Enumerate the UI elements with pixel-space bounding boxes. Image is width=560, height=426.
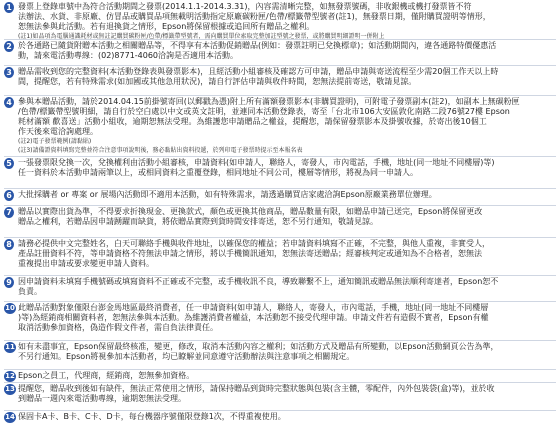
term-item-3 — [4, 67, 556, 87]
item-number-badge: 7 — [4, 207, 14, 218]
item-number-badge: 11 — [5, 343, 15, 351]
term-footnote: (註1)如品項為電腦通識耗材或無註記購買碳粉匣/色帶/標籤帶型號者，需向購買單位索取完整加註型號之發票，或將購買明細證明一併附上 — [18, 33, 385, 40]
term-footnote: (註3)請備證資料填寫完整並符合注意事項說明後，務必黏貼出資料投遞，於列印電子發票時提示至本報名表 — [18, 147, 303, 154]
term-item-10 — [4, 303, 556, 333]
item-number-badge: 4 — [4, 97, 14, 108]
term-line: 一張發票限兌換一次，兌換權利由活動小組審核，申請資料(如申請人，聯絡人，寄發人，市內電話，手機，地址(同一地址不同樓層)等) — [18, 158, 495, 167]
item-divider — [4, 95, 556, 96]
term-body — [18, 303, 556, 333]
term-item-11 — [4, 342, 556, 362]
term-body — [18, 2, 556, 41]
term-line: 法辦法、水貨、非原廠、仿冒品或購買品項無載明活動指定原廠碳粉匣/色帶/標籤帶型號者(註1)，無發票日期，僅附購買證明等情形， — [18, 12, 491, 21]
term-body — [18, 239, 556, 269]
term-line: 不另行通知。Epson將視參加本活動者，均已瞭解並同意遵守活動辦法與注意事項之相關規定。 — [18, 352, 355, 361]
term-line: 此贈品活動對象僅限台澎金馬地區最終消費者，任一申請資料(如申請人，聯絡人，寄發人，市內電話，手機，地址(同一地址不同樓層 — [18, 303, 489, 312]
item-divider — [4, 410, 556, 411]
term-body — [18, 342, 556, 362]
item-number-badge: 8 — [4, 239, 14, 250]
item-divider — [4, 188, 556, 189]
term-line: )等)為經銷商相關資料者，恕無法參與本活動。為維護消費者權益，本活動恕不接受代理申請。申請文件若有造假不實者，Epson有權 — [18, 313, 489, 322]
item-divider — [4, 382, 556, 383]
term-item-2 — [4, 41, 556, 61]
item-number-badge: 14 — [5, 413, 15, 421]
term-item-5 — [4, 158, 556, 178]
item-divider — [4, 340, 556, 341]
item-divider — [4, 301, 556, 302]
term-line: 重複提出申請或要求變更申請人資料。 — [18, 259, 154, 268]
item-number-badge: 9 — [4, 277, 14, 288]
term-item-9 — [4, 277, 556, 297]
item-number-badge: 6 — [4, 190, 14, 201]
term-line: 贈品需收到您的完整資料(本活動登錄表與發票影本)，且經活動小組審核及確認方可申請，贈品申請與寄送流程至少需20個工作天以上時 — [18, 67, 499, 76]
term-line: 大批採購者 or 專案 or 展場內活動即不適用本活動，如有特殊需求，請透過購買店家處洽詢Epson原廠業務單位辦理。 — [18, 190, 437, 199]
term-body — [18, 41, 556, 61]
term-body — [18, 67, 556, 87]
term-line: 因申請資料未填寫手機號碼或填寫資料不正確或不完整，或手機收訊不良，導致聯繫不上，通知簡訊或贈品無法順利寄達者，Epson恕不 — [18, 277, 499, 286]
term-line: 取消活動參加資格，偽造作假文件者，需自負法律責任。 — [18, 323, 218, 332]
item-number-badge: 10 — [5, 304, 15, 312]
term-line: 耗材滿額 歡喜送」活動小組收，逾期恕無法受理。為維護您申請贈品之權益，提醒您，請保留發票影本及掛號收據，於寄出後10個工 — [18, 117, 487, 126]
term-line: 任一資料於本活動申請兩筆以上，或相同資料之重覆登錄，相同地址不同公司，樓層等情形，將視為同一申請人。 — [18, 168, 418, 177]
term-body — [18, 384, 556, 404]
item-divider — [4, 39, 556, 40]
term-item-7 — [4, 207, 556, 227]
term-line: 保固卡A卡、B卡、C卡、D卡，每台機器序號僅限登錄1次，不得重複使用。 — [18, 412, 286, 421]
term-item-1 — [4, 2, 556, 41]
term-line: 參與本贈品活動，請於2014.04.15前掛號寄回(以郵戳為憑)附上所有滿額發票影本(非購買證明)，可附電子發票副本(註2)，如副本上無碳粉匣 — [18, 97, 520, 106]
item-number-badge: 12 — [5, 372, 15, 380]
term-line: 負責。 — [18, 287, 42, 296]
term-body — [18, 158, 556, 178]
term-item-6 — [4, 190, 556, 200]
term-body — [18, 371, 556, 381]
term-item-14 — [4, 412, 556, 422]
item-divider — [4, 205, 556, 206]
term-body — [18, 277, 556, 297]
term-line: 發票上登錄車號中為符合活動期間之發票(2014.1.1-2014.3.31)，內容需清晰完整，如無發票號碼，非收銀機或機打發票皆不符 — [18, 2, 472, 11]
term-line: Epson之員工，代理商，經銷商，恕無參加資格。 — [18, 371, 195, 380]
item-number-badge: 1 — [4, 2, 14, 13]
item-number-badge: 3 — [4, 67, 14, 78]
term-body — [18, 190, 556, 200]
term-line: /色帶/標籤帶型號明細，請自行於空白處以中文或英文註明，並連同本活動登錄表，寄至「台北市106大安區敦化南路二段76號27樓 Epson — [18, 107, 510, 116]
term-line: 請務必提供中文完整姓名，白天可聯絡手機與收件地址，以確保您的權益；若申請資料填寫不正確，不完整，與他人重複，非實受人， — [18, 239, 490, 248]
term-line: 贈品以實際出貨為準，不得要求折換現金、更換款式，顏色或更換其他商品，贈品數量有限，如贈品申請已送完，Epson將保留更改 — [18, 207, 483, 216]
item-number-badge: 5 — [4, 158, 14, 169]
item-divider — [4, 156, 556, 157]
term-body — [18, 97, 556, 155]
term-item-13 — [4, 384, 556, 404]
term-body — [18, 207, 556, 227]
item-number-badge: 2 — [4, 41, 14, 52]
item-divider — [4, 237, 556, 238]
term-line: 恕無法參與此活動。若有退換貨之情形，Epson將保留根據或追回所有贈品之權利。 — [18, 22, 315, 31]
term-item-4 — [4, 97, 556, 155]
term-line: 間，提醒您，若有特殊需求(如加國或其他急用狀況)，請自行評估申請與收件時間，恕無法提前寄送，敬請見諒。 — [18, 77, 417, 86]
term-line: 如有未盡事宜，Epson保留最終核准，變更，修改，取消本活動內容之權利；如活動方式及贈品有所變動，以Epson活動網頁公告為準， — [18, 342, 499, 351]
term-item-8 — [4, 239, 556, 269]
item-divider — [4, 369, 556, 370]
item-divider — [4, 65, 556, 66]
term-line: 動，請來電活動專線：(02)8771-4060洽詢是否適用本活動。 — [18, 51, 239, 60]
term-line: 提醒您，贈品收到後如有缺件，無法正常使用之情形，請保持贈品到貨時完整狀態與包裝(含主體，零配件，內外包裝袋(盒)等)，並於收 — [18, 384, 495, 393]
item-number-badge: 13 — [5, 385, 15, 393]
term-item-12 — [4, 371, 556, 381]
item-divider — [4, 275, 556, 276]
term-footnote: (註2)電子發票範例(請黏貼) — [18, 138, 92, 145]
term-line: 贈品之權利，若贈品因申請踴躍而缺貨，將依贈品實際到貨時間安排寄送，恕不另行通知，敬請見諒。 — [18, 217, 378, 226]
term-line: 於各通路已隨貨附贈本活動之相關贈品等，不得享有本活動促銷贈品(例如：發票註明已兌換標章)；如活動期間內，違各通路特價優惠活 — [18, 41, 497, 50]
term-line: 產品註冊資料不符，等申請資格不符無法申請之情形，將以手機簡訊通知，恕無法寄送贈品；經審核判定或通知為不合格者，恕無法 — [18, 249, 482, 258]
term-line: 作天後來電洽詢處理。 — [18, 127, 98, 136]
term-body — [18, 412, 556, 422]
term-line: 到贈品一週內來電活動專線，逾期恕無法受理。 — [18, 394, 186, 403]
